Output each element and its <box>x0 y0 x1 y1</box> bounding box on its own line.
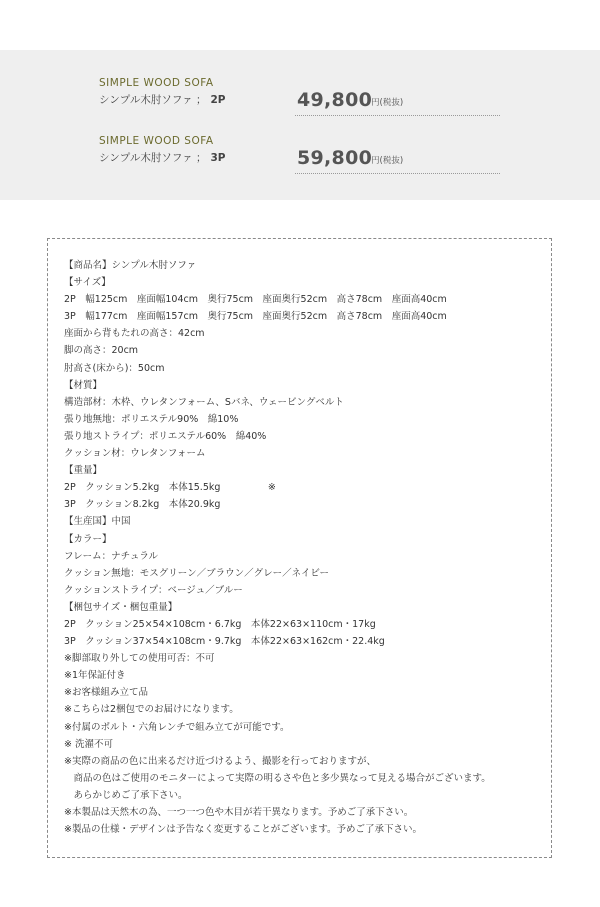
product-2p <box>99 77 499 117</box>
spec-line: 肘高さ(床から)：50cm <box>64 362 165 374</box>
price-band <box>0 50 600 200</box>
spec-line: 【梱包サイズ・梱包重量】 <box>64 601 178 613</box>
spec-line: 2P クッション5.2kg 本体15.5kg ※ <box>64 482 276 494</box>
spec-line: ※脚部取り外しての使用可否：不可 <box>64 653 215 665</box>
spec-line: 3P クッション37×54×108cm・9.7kg 本体22×63×162cm・22.4kg <box>64 636 385 648</box>
product-name-ja-text: シンプル木肘ソファ ； <box>99 152 207 164</box>
product-tax-note: 円(税抜) <box>371 156 404 166</box>
spec-list <box>64 257 491 838</box>
product-3p <box>99 135 499 175</box>
price-divider <box>295 115 500 116</box>
spec-line: クッションストライプ：ベージュ／ブルー <box>64 584 243 596</box>
spec-line: ※製品の仕様・デザインは予告なく変更することがございます。予めご了承下さい。 <box>64 824 423 836</box>
spec-line: ※こちらは2梱包でのお届けになります。 <box>64 704 239 716</box>
spec-box <box>47 238 552 858</box>
product-name-en: SIMPLE WOOD SOFA <box>99 77 214 89</box>
spec-line: ※実際の商品の色に出来るだけ近づけるよう、撮影を行っておりますが、 <box>64 755 376 767</box>
spec-line: フレーム：ナチュラル <box>64 550 159 562</box>
spec-line: ※お客様組み立て品 <box>64 687 148 699</box>
spec-line: ※付属のボルト・六角レンチで組み立てが可能です。 <box>64 721 290 733</box>
spec-line: ※1年保証付き <box>64 670 126 682</box>
spec-line: 張り地ストライプ：ポリエステル60% 綿40% <box>64 430 267 442</box>
spec-line: 3P 幅177cm 座面幅157cm 奥行75cm 座面奥行52cm 高さ78cm 座面高40cm <box>64 311 447 323</box>
spec-line: 商品の色はご使用のモニターによって実際の明るさや色と多少異なって見える場合がございます。 <box>64 772 491 784</box>
product-name-ja <box>99 92 225 107</box>
product-name-ja <box>99 150 225 165</box>
spec-line: クッション材：ウレタンフォーム <box>64 448 206 460</box>
spec-line: 【生産国】中国 <box>64 516 131 528</box>
spec-line: 張り地無地：ポリエステル90% 綿10% <box>64 413 239 425</box>
spec-line: 【材質】 <box>64 379 103 391</box>
spec-line: 【重量】 <box>64 465 103 477</box>
spec-line: クッション無地：モスグリーン／ブラウン／グレー／ネイビー <box>64 567 330 579</box>
product-price: 59,800 <box>297 147 373 169</box>
spec-line: 【サイズ】 <box>64 277 111 289</box>
product-price: 49,800 <box>297 89 373 111</box>
spec-line: 【カラー】 <box>64 533 112 545</box>
price-divider <box>295 173 500 174</box>
spec-line: 座面から背もたれの高さ：42cm <box>64 328 205 340</box>
spec-line: ※ 洗濯不可 <box>64 738 113 750</box>
spec-line: 脚の高さ：20cm <box>64 345 139 357</box>
product-size: 2P <box>210 94 226 106</box>
spec-line: あらかじめご了承下さい。 <box>64 789 188 801</box>
spec-line: ※本製品は天然木の為、一つ一つ色や木目が若干異なります。予めご了承下さい。 <box>64 807 414 818</box>
product-size: 3P <box>210 152 226 164</box>
product-name-en: SIMPLE WOOD SOFA <box>99 135 214 147</box>
spec-line: 構造部材：木枠、ウレタンフォーム、Sバネ、ウェービングベルト <box>64 396 344 408</box>
spec-line: 2P クッション25×54×108cm・6.7kg 本体22×63×110cm・17kg <box>64 618 376 630</box>
product-tax-note: 円(税抜) <box>371 98 404 108</box>
spec-line: 【商品名】シンプル木肘ソファ <box>64 260 197 271</box>
spec-line: 3P クッション8.2kg 本体20.9kg <box>64 499 221 511</box>
product-name-ja-text: シンプル木肘ソファ ； <box>99 94 207 106</box>
spec-line: 2P 幅125cm 座面幅104cm 奥行75cm 座面奥行52cm 高さ78cm 座面高40cm <box>64 294 447 306</box>
